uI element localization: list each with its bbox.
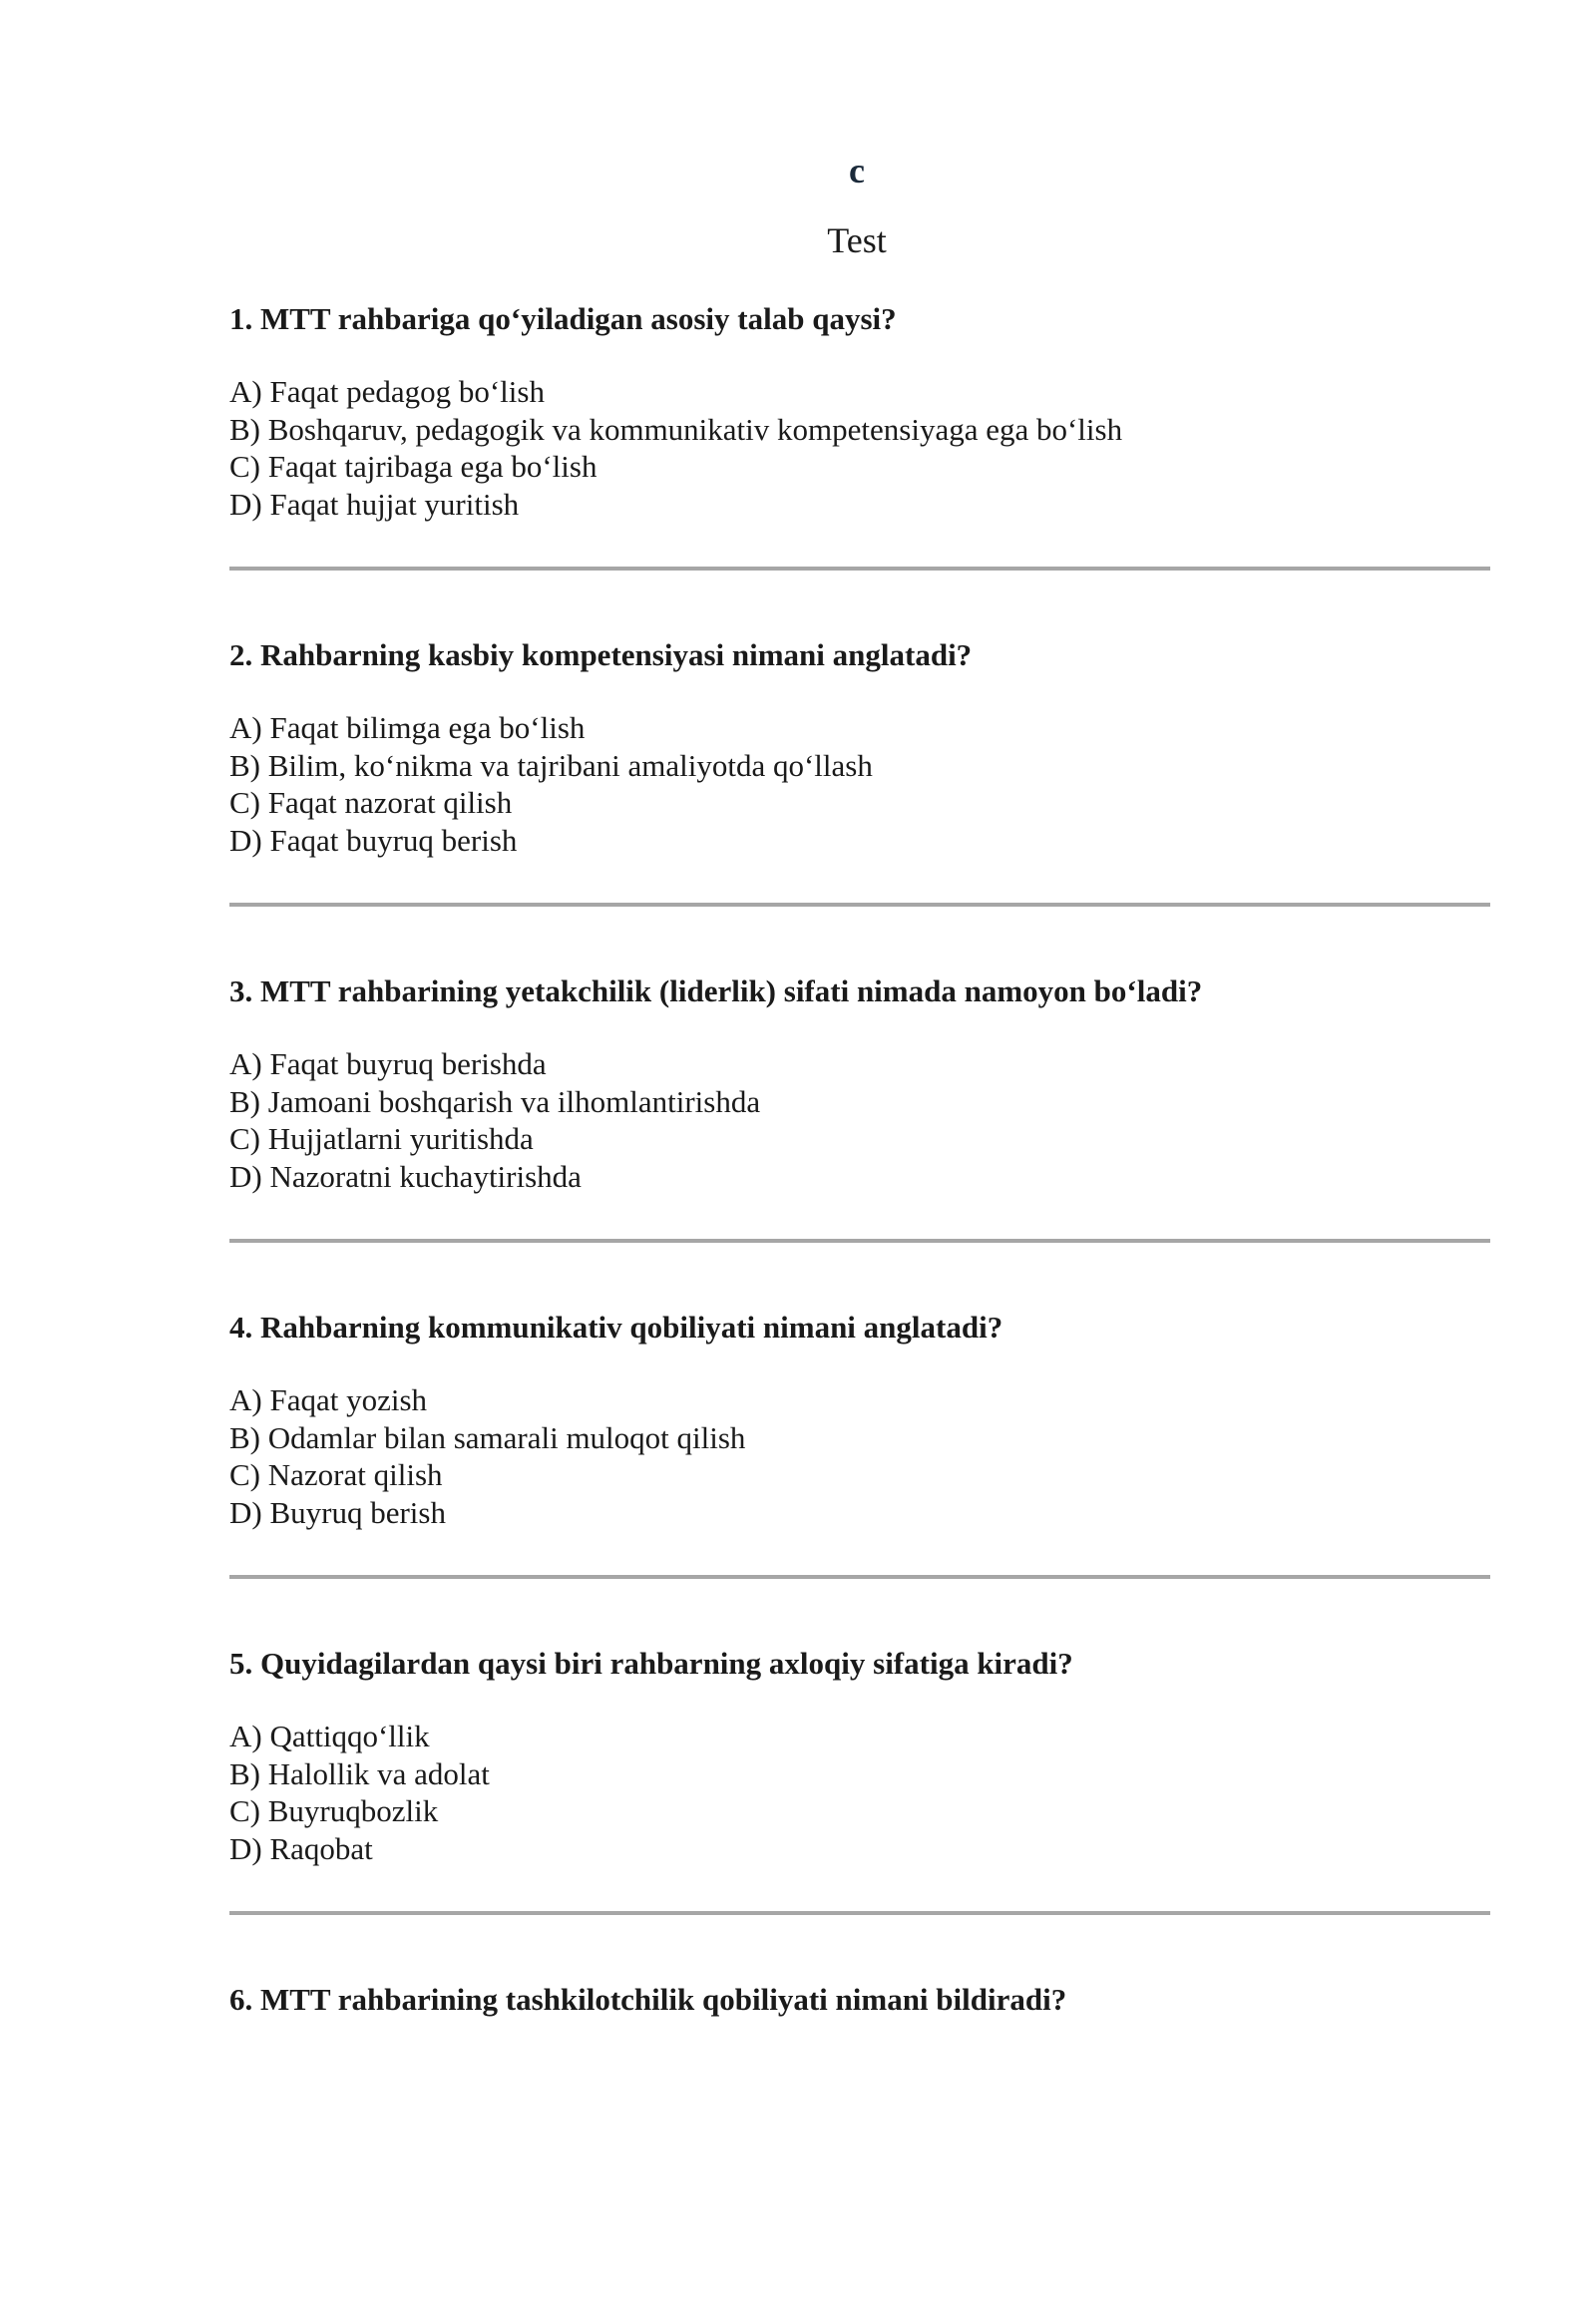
question-block-2 [229, 635, 1490, 971]
option-d: D) Raqobat [229, 1830, 373, 1866]
question-text: 2. Rahbarning kasbiy kompetensiyasi nimani anglatadi? [229, 637, 973, 672]
options-list [229, 1718, 1490, 1867]
options-list [229, 373, 1490, 523]
option-c: C) Buyruqbozlik [229, 1793, 439, 1828]
option-a: A) Faqat pedagog bo‘lish [229, 374, 545, 409]
option-c: C) Faqat tajribaga ega bo‘lish [229, 449, 598, 484]
option-b: B) Halollik va adolat [229, 1755, 490, 1791]
question-text: 1. MTT rahbariga qo‘yiladigan asosiy talab qaysi? [229, 301, 897, 336]
divider-line [229, 567, 1490, 571]
option-c: C) Nazorat qilish [229, 1457, 443, 1492]
option-a: A) Qattiqqo‘llik [229, 1719, 430, 1753]
divider-line [229, 1575, 1490, 1579]
questions-list [229, 299, 1490, 2316]
divider-line [229, 1239, 1490, 1243]
option-b: B) Jamoani boshqarish va ilhomlantirishda [229, 1083, 761, 1119]
question-text: 6. MTT rahbarining tashkilotchilik qobiliyati nimani bildiradi? [229, 1982, 1067, 2017]
header-letter: c [849, 151, 865, 191]
option-d: D) Nazoratni kuchaytirishda [229, 1158, 582, 1194]
option-c: C) Hujjatlarni yuritishda [229, 1121, 534, 1156]
question-block-3 [229, 971, 1490, 1308]
option-b: B) Boshqaruv, pedagogik va kommunikativ kompetensiyaga ega bo‘lish [229, 411, 1123, 447]
option-d: D) Faqat hujjat yuritish [229, 486, 520, 522]
option-b: B) Odamlar bilan samarali muloqot qilish [229, 1419, 746, 1455]
page-title: Test [827, 220, 887, 260]
option-a: A) Faqat buyruq berishda [229, 1046, 547, 1081]
question-block-4 [229, 1308, 1490, 1644]
options-list [229, 709, 1490, 859]
option-d: D) Faqat buyruq berish [229, 822, 518, 858]
option-a: A) Faqat bilimga ega bo‘lish [229, 710, 586, 745]
options-list [229, 1045, 1490, 1195]
question-block-5 [229, 1644, 1490, 1980]
divider-line [229, 1911, 1490, 1915]
option-d: D) Buyruq berish [229, 1494, 446, 1530]
option-b: B) Bilim, ko‘nikma va tajribani amaliyotda qo‘llash [229, 747, 873, 783]
options-list [229, 1381, 1490, 1531]
question-text: 4. Rahbarning kommunikativ qobiliyati nimani anglatadi? [229, 1310, 1003, 1345]
question-text: 3. MTT rahbarining yetakchilik (liderlik) sifati nimada namoyon bo‘ladi? [229, 973, 1203, 1008]
question-block-6 [229, 1980, 1490, 2316]
option-a: A) Faqat yozish [229, 1382, 428, 1417]
option-c: C) Faqat nazorat qilish [229, 785, 513, 820]
divider-line [229, 903, 1490, 907]
question-block-1 [229, 299, 1490, 635]
question-text: 5. Quyidagilardan qaysi biri rahbarning axloqiy sifatiga kiradi? [229, 1646, 1073, 1681]
